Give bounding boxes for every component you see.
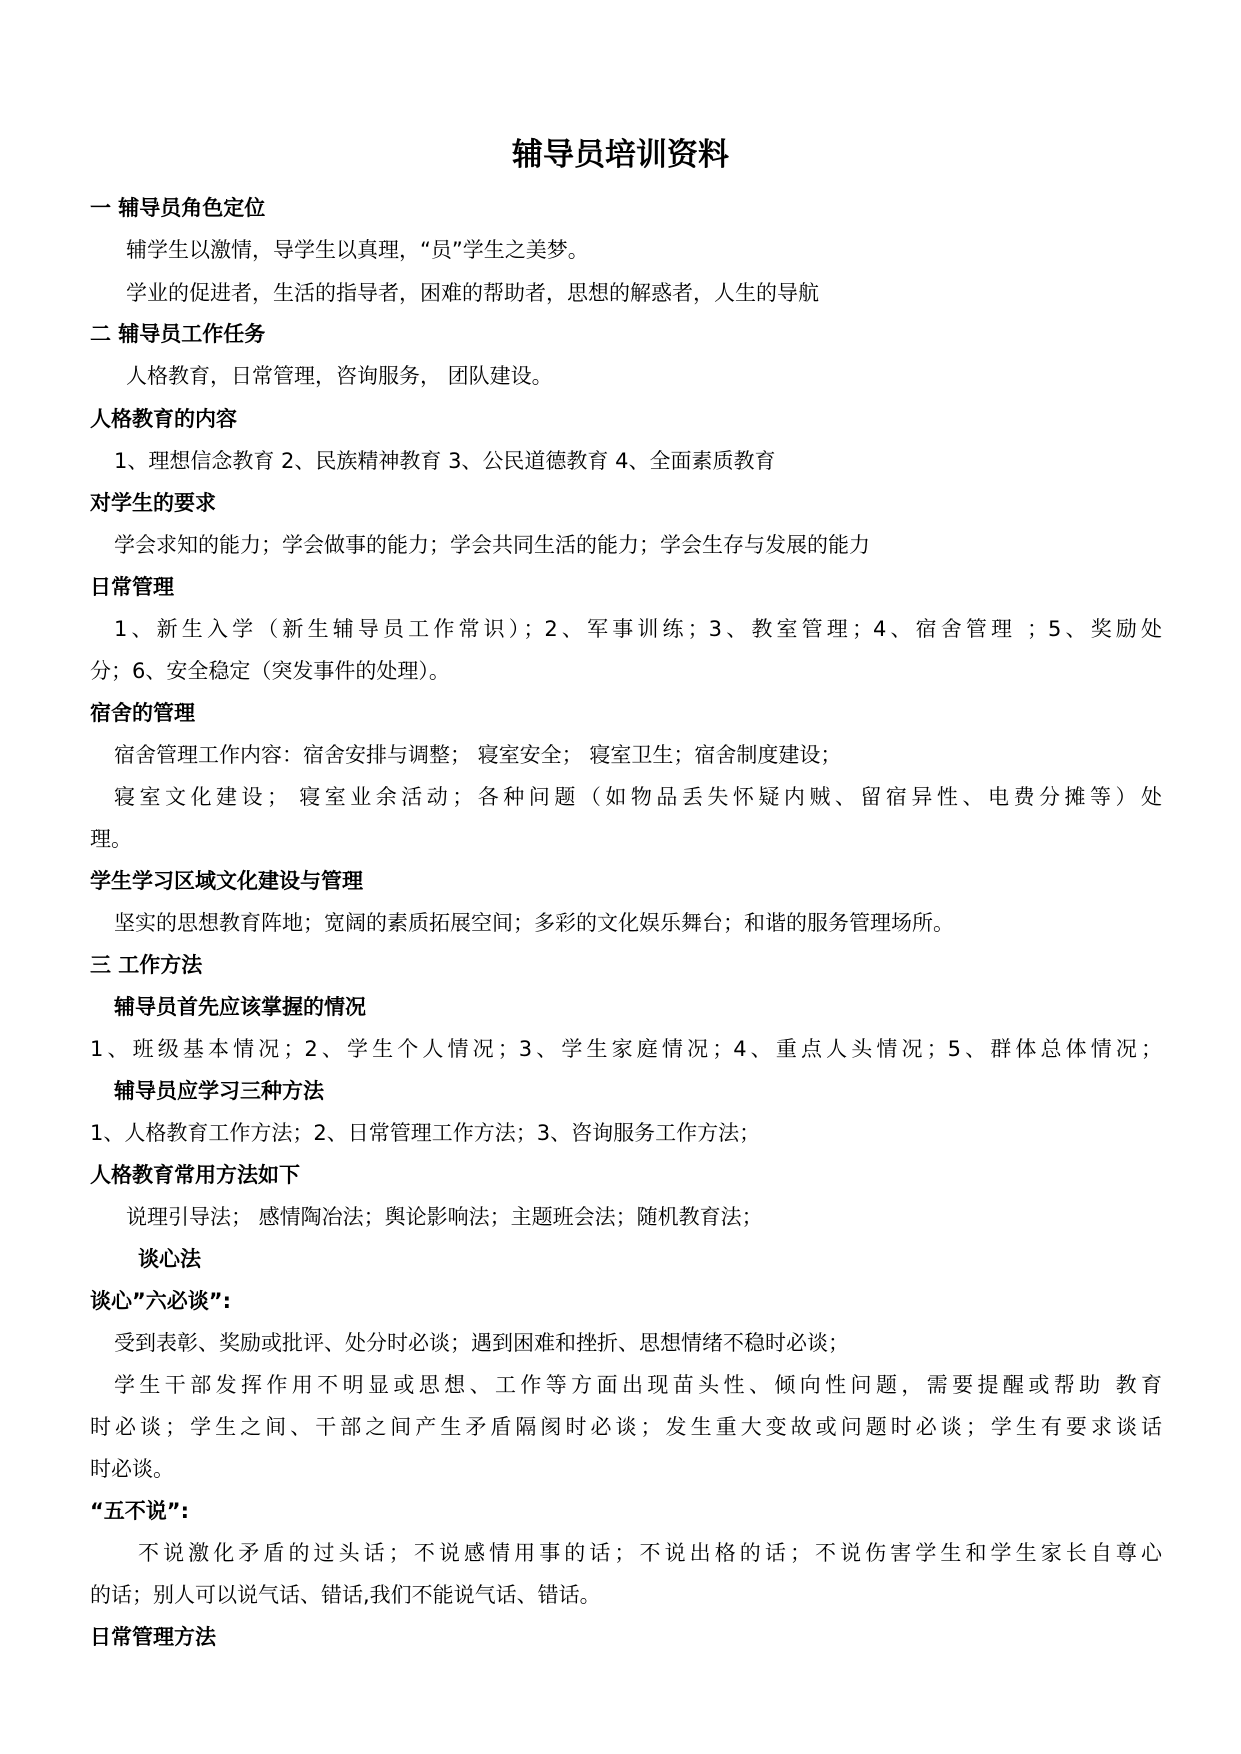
paragraph-line: 人格教育，日常管理，咨询服务， 团队建设。: [126, 364, 553, 388]
paragraph-line: 理。: [90, 827, 132, 851]
paragraph-line: 坚实的思想教育阵地；宽阔的素质拓展空间；多彩的文化娱乐舞台；和谐的服务管理场所。: [114, 911, 954, 935]
subheading: 学生学习区域文化建设与管理: [90, 869, 363, 893]
paragraph-line: 1、班级基本情况；2、学生个人情况；3、学生家庭情况；4、重点人头情况；5、群体总体情况；: [90, 1037, 1162, 1061]
subheading: 宿舍的管理: [90, 701, 195, 725]
paragraph-line: 宿舍管理工作内容：宿舍安排与调整； 寝室安全； 寝室卫生；宿舍制度建设；: [114, 743, 842, 767]
paragraph-line: 辅学生以激情，导学生以真理，“员”学生之美梦。: [126, 238, 589, 262]
paragraph-line: 学会求知的能力；学会做事的能力；学会共同生活的能力；学会生存与发展的能力: [114, 533, 870, 557]
document-title: 辅导员培训资料: [512, 137, 729, 173]
paragraph-line: 1、人格教育工作方法；2、日常管理工作方法；3、咨询服务工作方法；: [90, 1121, 761, 1145]
subheading: 人格教育常用方法如下: [90, 1163, 300, 1187]
subheading: 谈心法: [138, 1247, 201, 1271]
paragraph-line: 时必谈；学生之间、干部之间产生矛盾隔阂时必谈；发生重大变故或问题时必谈；学生有要求谈话: [90, 1415, 1162, 1439]
subheading: 对学生的要求: [90, 491, 216, 515]
subheading: “五不说”:: [90, 1499, 190, 1523]
subheading: 辅导员首先应该掌握的情况: [114, 995, 366, 1019]
section-heading: 一 辅导员角色定位: [90, 196, 266, 220]
paragraph-line: 分；6、安全稳定（突发事件的处理）。: [90, 659, 450, 683]
paragraph-line: 1、理想信念教育 2、民族精神教育 3、公民道德教育 4、全面素质教育: [114, 449, 776, 473]
subheading: 人格教育的内容: [90, 407, 237, 431]
paragraph-line: 不说激化矛盾的过头话；不说感情用事的话；不说出格的话；不说伤害学生和学生家长自尊心: [138, 1541, 1162, 1565]
paragraph-line: 寝室文化建设； 寝室业余活动；各种问题（如物品丢失怀疑内贼、留宿异性、电费分摊等）处: [114, 785, 1162, 809]
section-heading: 二 辅导员工作任务: [90, 322, 266, 346]
paragraph-line: 受到表彰、奖励或批评、处分时必谈；遇到困难和挫折、思想情绪不稳时必谈；: [114, 1331, 849, 1355]
paragraph-line: 时必谈。: [90, 1457, 174, 1481]
paragraph-line: 学生干部发挥作用不明显或思想、工作等方面出现苗头性、倾向性问题，需要提醒或帮助 教育: [114, 1373, 1162, 1397]
subheading: 辅导员应学习三种方法: [114, 1079, 324, 1103]
subheading: 日常管理方法: [90, 1625, 216, 1649]
paragraph-line: 的话；别人可以说气话、错话,我们不能说气话、错话。: [90, 1583, 601, 1607]
paragraph-line: 1、新生入学（新生辅导员工作常识）；2、军事训练；3、教室管理；4、宿舍管理 ；5、奖励处: [114, 617, 1162, 641]
subheading: 日常管理: [90, 575, 174, 599]
paragraph-line: 说理引导法； 感情陶冶法；舆论影响法；主题班会法；随机教育法；: [126, 1205, 763, 1229]
paragraph-line: 学业的促进者，生活的指导者，困难的帮助者，思想的解惑者，人生的导航: [126, 281, 819, 305]
subheading: 谈心”六必谈”:: [90, 1289, 232, 1313]
section-heading: 三 工作方法: [90, 953, 203, 977]
